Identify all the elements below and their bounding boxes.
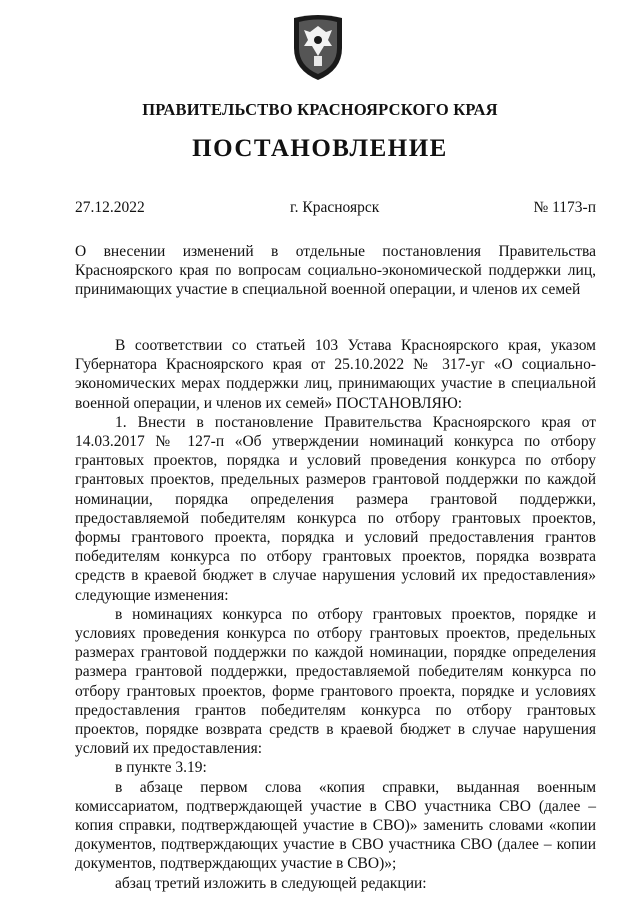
paragraph: в номинациях конкурса по отбору грантовых проектов, порядке и условиях проведения конкурса по отбору грантовых проектов, предельных размерах грантовой поддержки по каждой номинации, порядке определения размера грантовой поддержки, предоставляемой победителям конкурса по отбору грантовых проектов, форме грантового проекта, порядке и условиях предоставления грантов победителям конкурса по отбору грантовых проектов, порядке возврата средств в краевой бюджет в случае нарушения условий их предоставления: [75,605,596,758]
paragraph: в абзаце первом слова «копия справки, выданная военным комиссариатом, подтверждающей участие в СВО участника СВО (далее – копия справки, подтверждающей участие в СВО)» заменить словами «копии документов, подтверждающих участие в СВО участника СВО (далее – копии документов, подтверждающих участие в СВО)»; [75,778,596,873]
government-name: ПРАВИТЕЛЬСТВО КРАСНОЯРСКОГО КРАЯ [142,100,498,119]
paragraph: В соответствии со статьей 103 Устава Красноярского края, указом Губернатора Красноярского края от 25.10.2022 № 317-уг «О социально-экономических мерах поддержки лиц, принимающих участие в специальной военной операции, и членов их семей» ПОСТАНОВЛЯЮ: [75,337,596,412]
document-body [75,336,596,893]
paragraph: в пункте 3.19: [115,759,207,777]
paragraph: 1. Внести в постановление Правительства Красноярского края от 14.03.2017 № 127-п «Об утверждении номинаций конкурса по отбору грантовых проектов, порядка и условий проведения конкурса по отбору грантовых проектов, предельных размеров грантовой поддержки по каждой номинации, порядка определения размера грантовой поддержки, предоставляемой победителям конкурса по отбору грантовых проектов, формы грантового проекта, порядка и условий предоставления грантов победителям конкурса по отбору грантовых проектов, порядка возврата средств в краевой бюджет в случае нарушения условий их предоставления» следующие изменения: [75,413,596,604]
document-city: г. Красноярск [290,199,380,216]
coat-of-arms-icon [290,12,346,82]
document-number: № 1173-п [533,199,596,216]
document-date: 27.12.2022 [75,199,145,216]
document-type: ПОСТАНОВЛЕНИЕ [192,135,448,162]
paragraph: абзац третий изложить в следующей редакции: [115,874,427,892]
document-subject: О внесении изменений в отдельные постановления Правительства Красноярского края по вопросам социально-экономической поддержки лиц, принимающих участие в специальной военной операции, и членов их семей [75,243,596,299]
